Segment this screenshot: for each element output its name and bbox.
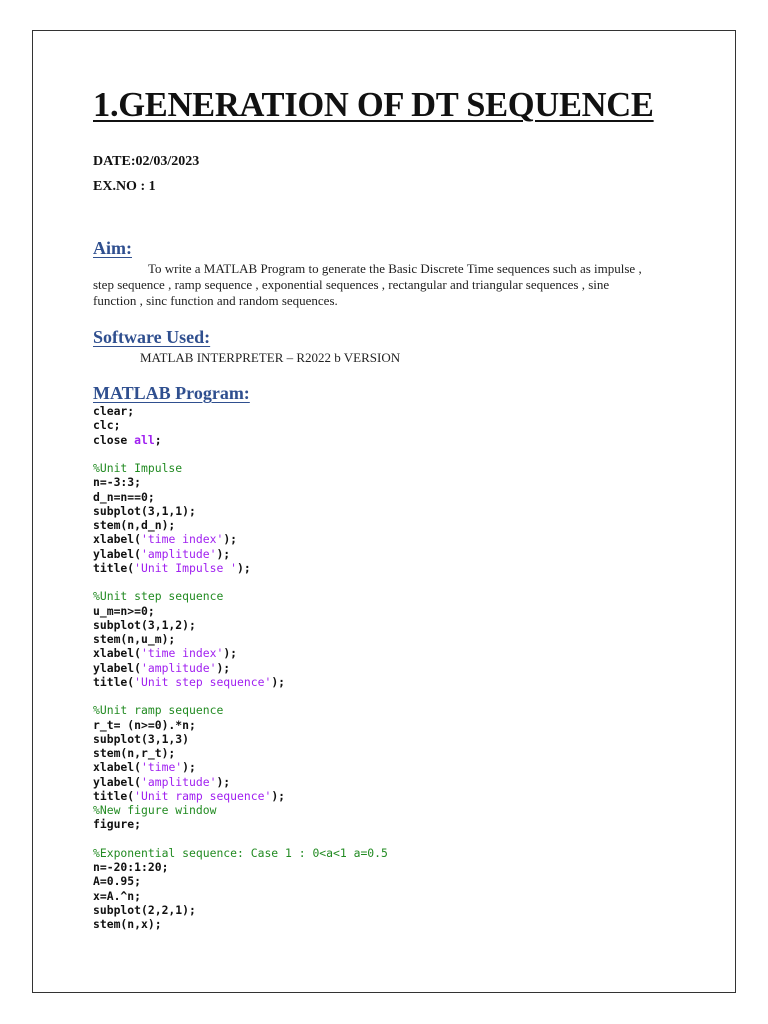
software-text: MATLAB INTERPRETER – R2022 b VERSION	[140, 350, 401, 365]
document-title: 1.GENERATION OF DT SEQUENCE	[93, 86, 654, 124]
code-line	[93, 732, 388, 746]
code-text: stem(n,u_m);	[93, 632, 176, 646]
code-text: title(	[93, 560, 135, 575]
code-line	[93, 817, 388, 831]
code-line	[93, 889, 388, 903]
code-text: x=A.^n;	[93, 888, 142, 903]
code-text: subplot(3,1,2);	[93, 617, 196, 632]
code-text: subplot(3,1,3)	[93, 731, 190, 746]
code-text: );	[223, 646, 238, 661]
code-text: xlabel(	[93, 760, 142, 775]
code-line	[93, 490, 388, 504]
code-text: u_m=n>=0;	[93, 603, 155, 618]
code-string: 'Unit Impulse '	[134, 560, 238, 575]
code-string: 'time index'	[141, 532, 224, 547]
code-line	[93, 803, 388, 817]
code-text: );	[216, 774, 231, 789]
code-text: n=-20:1:20;	[93, 860, 169, 874]
code-line	[93, 618, 388, 632]
code-text: r_t= (n>=0).*n;	[93, 717, 196, 732]
code-text: clear;	[93, 404, 135, 418]
code-comment: %New figure window	[93, 803, 217, 817]
code-line	[93, 718, 388, 732]
code-string: 'amplitude'	[141, 546, 217, 561]
code-line	[93, 632, 388, 646]
code-comment: %Exponential sequence: Case 1 : 0<a<1 a=0.5	[93, 845, 388, 860]
code-line	[93, 433, 388, 447]
code-string: 'time'	[141, 760, 183, 775]
code-line	[93, 760, 388, 774]
aim-text: To write a MATLAB Program to generate the Basic Discrete Time sequences such as impulse , step sequence , ramp sequence , exponential sequences , rectangular and triangular sequences , sine function , sinc function and random sequences.	[93, 261, 642, 309]
code-line	[93, 418, 388, 432]
code-line	[93, 589, 388, 603]
code-comment: %Unit Impulse	[93, 461, 183, 475]
code-line	[93, 746, 388, 760]
code-text: );	[216, 546, 231, 561]
code-line	[93, 518, 388, 532]
code-line	[93, 646, 388, 660]
code-string: 'amplitude'	[141, 660, 217, 675]
code-keyword: all	[134, 432, 155, 447]
code-text: d_n=n==0;	[93, 489, 155, 504]
code-text: ylabel(	[93, 660, 142, 675]
code-line	[93, 447, 388, 461]
code-comment: %Unit ramp sequence	[93, 703, 224, 718]
code-line	[93, 461, 388, 475]
code-text: clc;	[93, 418, 121, 433]
code-text: stem(n,d_n);	[93, 518, 176, 532]
code-text: stem(n,x);	[93, 917, 162, 931]
code-line	[93, 874, 388, 888]
code-listing	[93, 404, 388, 931]
code-text: ;	[154, 432, 162, 447]
code-string: 'Unit step sequence'	[134, 674, 272, 689]
code-text: );	[216, 660, 231, 675]
code-line	[93, 661, 388, 675]
software-heading: Software Used:	[93, 327, 211, 347]
code-text: A=0.95;	[93, 874, 142, 889]
program-heading: MATLAB Program:	[93, 383, 250, 403]
code-line	[93, 846, 388, 860]
code-text: subplot(2,2,1);	[93, 902, 196, 917]
code-text: figure;	[93, 817, 142, 832]
aim-heading: Aim:	[93, 238, 132, 258]
code-line	[93, 689, 388, 703]
code-text: );	[237, 560, 251, 575]
code-line	[93, 675, 388, 689]
code-line	[93, 532, 388, 546]
code-line	[93, 475, 388, 489]
code-text: close	[93, 432, 135, 447]
code-text: xlabel(	[93, 532, 142, 547]
exercise-number: EX.NO : 1	[93, 179, 156, 194]
code-comment: %Unit step sequence	[93, 589, 224, 604]
code-line	[93, 561, 388, 575]
code-text: ylabel(	[93, 546, 142, 561]
code-text: );	[271, 788, 286, 803]
code-line	[93, 832, 388, 846]
code-text: ylabel(	[93, 774, 142, 789]
code-line	[93, 917, 388, 931]
date-label: DATE:02/03/2023	[93, 154, 200, 169]
code-line	[93, 404, 388, 418]
code-line	[93, 575, 388, 589]
code-line	[93, 703, 388, 717]
code-text: );	[223, 532, 238, 547]
code-text: subplot(3,1,1);	[93, 503, 196, 518]
code-string: 'time index'	[141, 646, 224, 661]
code-line	[93, 547, 388, 561]
code-line	[93, 789, 388, 803]
code-text: xlabel(	[93, 646, 142, 661]
code-line	[93, 860, 388, 874]
code-string: 'amplitude'	[141, 774, 217, 789]
code-line	[93, 504, 388, 518]
code-line	[93, 604, 388, 618]
code-line	[93, 903, 388, 917]
code-string: 'Unit ramp sequence'	[134, 788, 272, 803]
code-text: n=-3:3;	[93, 475, 142, 490]
aim-paragraph	[93, 261, 653, 310]
code-text: title(	[93, 788, 135, 803]
code-text: );	[182, 760, 196, 775]
code-text: stem(n,r_t);	[93, 746, 176, 760]
code-line	[93, 775, 388, 789]
code-text: );	[271, 674, 286, 689]
code-text: title(	[93, 674, 135, 689]
